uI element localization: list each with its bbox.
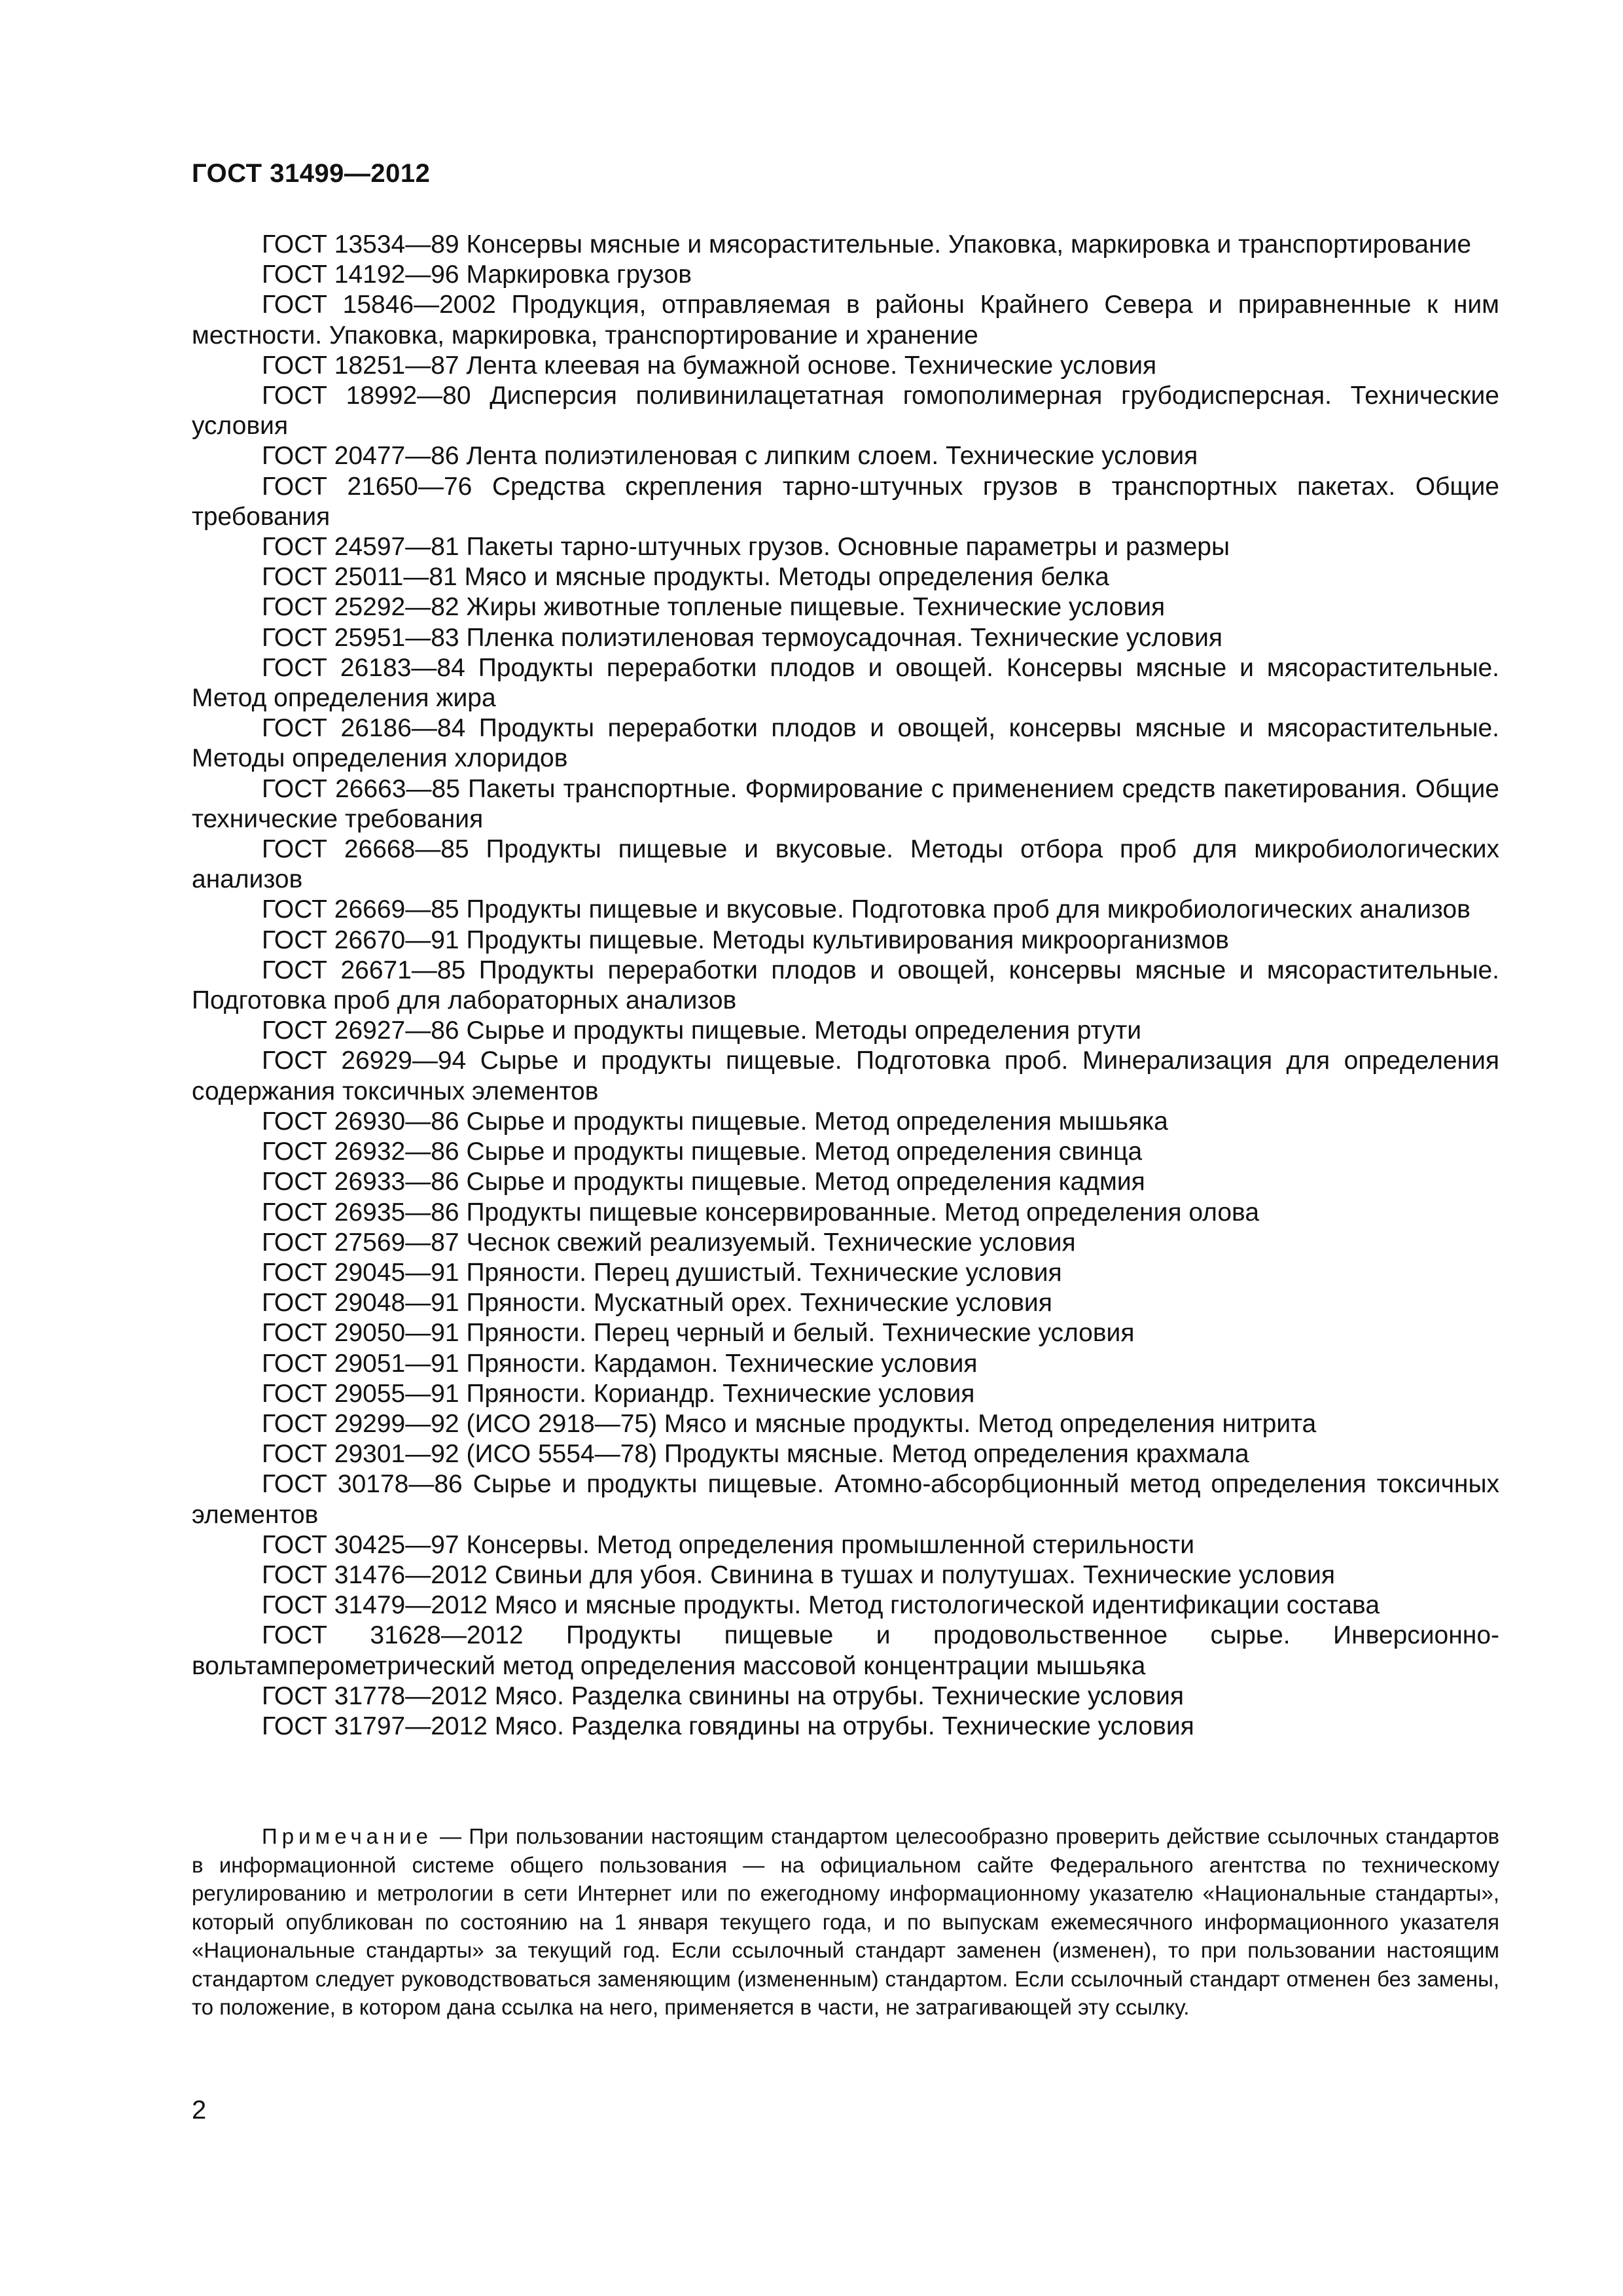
reference-item: ГОСТ 29045—91 Пряности. Перец душистый. Технические условия xyxy=(262,1258,1062,1287)
reference-item: ГОСТ 26183—84 Продукты переработки плодов и овощей. Консервы мясные и мясорастительные. Метод определения жира xyxy=(192,653,1499,713)
reference-item: ГОСТ 29048—91 Пряности. Мускатный орех. Технические условия xyxy=(262,1289,1052,1318)
reference-item: ГОСТ 29301—92 (ИСО 5554—78) Продукты мясные. Метод определения крахмала xyxy=(262,1440,1249,1469)
reference-item: ГОСТ 31778—2012 Мясо. Разделка свинины на отрубы. Технические условия xyxy=(262,1681,1185,1710)
reference-item: ГОСТ 14192—96 Маркировка грузов xyxy=(262,260,692,289)
reference-item: ГОСТ 26663—85 Пакеты транспортные. Формирование с применением средств пакетирования. Общие технические требования xyxy=(192,774,1499,833)
reference-item: ГОСТ 20477—86 Лента полиэтиленовая с липким слоем. Технические условия xyxy=(262,442,1198,471)
reference-item: ГОСТ 26670—91 Продукты пищевые. Методы культивирования микроорганизмов xyxy=(262,925,1229,954)
reference-item: ГОСТ 31479—2012 Мясо и мясные продукты. Метод гистологической идентификации состава xyxy=(262,1591,1380,1620)
reference-item: ГОСТ 31797—2012 Мясо. Разделка говядины на отрубы. Технические условия xyxy=(262,1712,1194,1740)
reference-item: ГОСТ 31476—2012 Свиньи для убоя. Свинина в тушах и полутушах. Технические условия xyxy=(262,1560,1335,1589)
note-paragraph xyxy=(192,1822,1499,2022)
reference-item: ГОСТ 25951—83 Пленка полиэтиленовая термоусадочная. Технические условия xyxy=(262,623,1222,652)
reference-item: ГОСТ 26932—86 Сырье и продукты пищевые. Метод определения свинца xyxy=(262,1138,1143,1166)
reference-item: ГОСТ 26927—86 Сырье и продукты пищевые. Методы определения ртути xyxy=(262,1016,1141,1045)
reference-item: ГОСТ 21650—76 Средства скрепления тарно-штучных грузов в транспортных пакетах. Общие требования xyxy=(192,472,1499,531)
reference-item: ГОСТ 27569—87 Чеснок свежий реализуемый. Технические условия xyxy=(262,1228,1076,1257)
reference-item: ГОСТ 29299—92 (ИСО 2918—75) Мясо и мясные продукты. Метод определения нитрита xyxy=(262,1409,1317,1438)
reference-item: ГОСТ 26671—85 Продукты переработки плодов и овощей, консервы мясные и мясорастительные. Подготовка проб для лабораторных анализов xyxy=(192,956,1499,1015)
reference-item: ГОСТ 18992—80 Дисперсия поливинилацетатная гомополимерная грубодисперсная. Технические условия xyxy=(192,382,1499,440)
reference-item: ГОСТ 26930—86 Сырье и продукты пищевые. Метод определения мышьяка xyxy=(262,1107,1168,1136)
reference-item: ГОСТ 26935—86 Продукты пищевые консервированные. Метод определения олова xyxy=(262,1198,1260,1227)
reference-item: ГОСТ 25011—81 Мясо и мясные продукты. Методы определения белка xyxy=(262,563,1109,592)
reference-item: ГОСТ 13534—89 Консервы мясные и мясорастительные. Упаковка, маркировка и транспортирование xyxy=(262,230,1472,259)
document-header: ГОСТ 31499—2012 xyxy=(192,159,431,188)
reference-item: ГОСТ 15846—2002 Продукция, отправляемая в районы Крайнего Севера и приравненные к ним местности. Упаковка, маркировка, транспортирование и хранение xyxy=(192,291,1499,350)
reference-item: ГОСТ 24597—81 Пакеты тарно-штучных грузов. Основные параметры и размеры xyxy=(262,533,1230,562)
reference-item: ГОСТ 26933—86 Сырье и продукты пищевые. Метод определения кадмия xyxy=(262,1168,1145,1196)
reference-item: ГОСТ 31628—2012 Продукты пищевые и продовольственное сырье. Инверсионно-вольтамперометрический метод определения массовой концентрации мышьяка xyxy=(192,1621,1499,1680)
reference-item: ГОСТ 29055—91 Пряности. Кориандр. Технические условия xyxy=(262,1379,975,1408)
reference-item: ГОСТ 29050—91 Пряности. Перец черный и белый. Технические условия xyxy=(262,1319,1135,1348)
reference-item: ГОСТ 18251—87 Лента клеевая на бумажной основе. Технические условия xyxy=(262,351,1157,380)
reference-item: ГОСТ 26929—94 Сырье и продукты пищевые. Подготовка проб. Минерализация для определения содержания токсичных элементов xyxy=(192,1047,1499,1105)
reference-item: ГОСТ 26669—85 Продукты пищевые и вкусовые. Подготовка проб для микробиологических анализов xyxy=(262,895,1471,924)
page-number: 2 xyxy=(192,2096,207,2125)
normative-references-list xyxy=(192,230,1499,1742)
reference-item: ГОСТ 30425—97 Консервы. Метод определения промышленной стерильности xyxy=(262,1530,1195,1559)
reference-item: ГОСТ 25292—82 Жиры животные топленые пищевые. Технические условия xyxy=(262,593,1166,622)
reference-note xyxy=(192,1822,1499,2022)
reference-item: ГОСТ 26186—84 Продукты переработки плодов и овощей, консервы мясные и мясорастительные. Методы определения хлоридов xyxy=(192,714,1499,773)
note-text: — При пользовании настоящим стандартом целесообразно проверить действие ссылочных стандартов в информационной системе общего пользования — на официальном сайте Федерального агентства по техническому регулированию и метрологии в сети Интернет или по ежегодному информационному указателю «Национальные стандарты», который опубликован по состоянию на 1 января текущего года, и по выпускам ежемесячного информационного указателя «Национальные стандарты» за текущий год. Если ссылочный стандарт заменен (изменен), то при пользовании настоящим стандартом следует руководствоваться заменяющим (измененным) стандартом. Если ссылочный стандарт отменен без замены, то положение, в котором дана ссылка на него, применяется в части, не затрагивающей эту ссылку. xyxy=(192,1824,1499,2019)
reference-item: ГОСТ 30178—86 Сырье и продукты пищевые. Атомно-абсорбционный метод определения токсичных элементов xyxy=(192,1470,1499,1529)
note-label: Примечание xyxy=(262,1824,433,1848)
reference-item: ГОСТ 29051—91 Пряности. Кардамон. Технические условия xyxy=(262,1349,978,1378)
reference-item: ГОСТ 26668—85 Продукты пищевые и вкусовые. Методы отбора проб для микробиологических анализов xyxy=(192,835,1499,894)
